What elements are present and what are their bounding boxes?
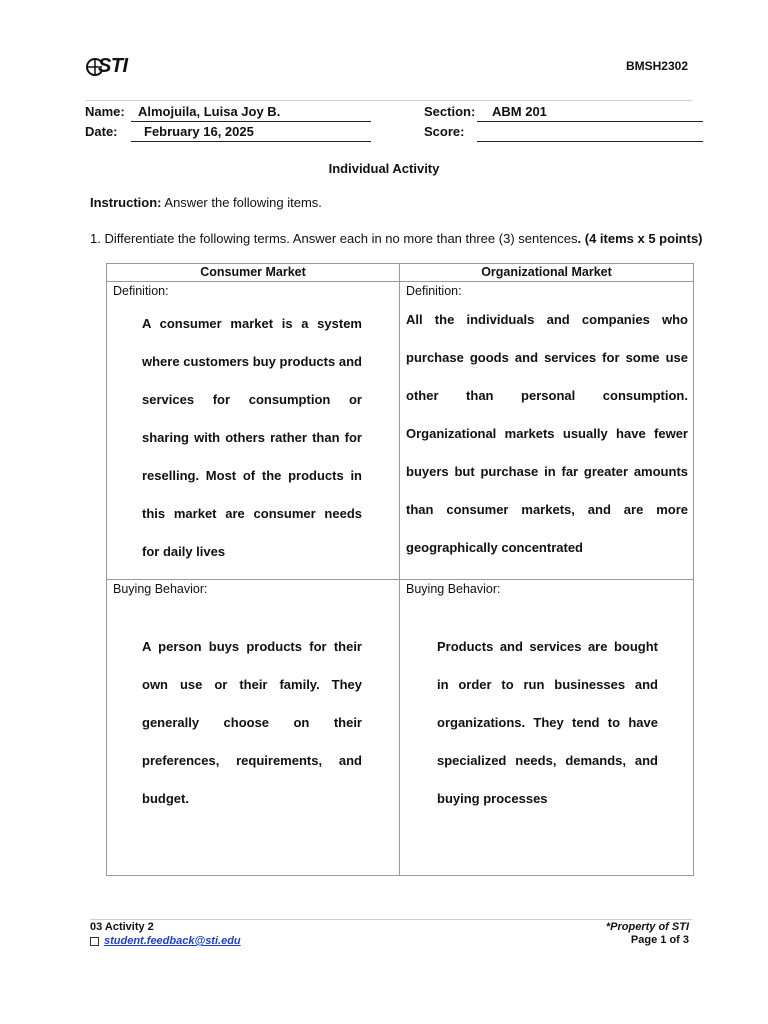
buying-behavior-organizational-answer: Products and services are bought in order to run businesses and organizations. They tend to have specialized needs, demands, and buying processes <box>437 639 658 806</box>
question-body: 1. Differentiate the following terms. Answer each in no more than three (3) sentences <box>90 231 578 246</box>
definition-organizational-cell[interactable] <box>400 282 694 580</box>
section-value: ABM 201 <box>492 104 547 119</box>
definition-consumer-cell[interactable] <box>107 282 400 580</box>
buying-behavior-label: Buying Behavior: <box>406 582 501 596</box>
buying-behavior-consumer-answer: A person buys products for their own use or their family. They generally choose on their preferences, requirements, and budget. <box>142 639 362 806</box>
course-code: BMSH2302 <box>625 59 688 73</box>
definition-organizational-answer: All the individuals and companies who purchase goods and services for some use other than personal consumption. Organizational markets usually have fewer buyers but purchase in far greater amounts than consumer markets, and are more geographically concentrated <box>406 312 688 555</box>
instruction-label: Instruction: <box>90 195 162 210</box>
definition-label: Definition: <box>113 284 169 298</box>
footer-activity: 03 Activity 2 <box>90 921 154 933</box>
comparison-table <box>106 263 694 876</box>
instruction <box>90 195 322 210</box>
page-title: Individual Activity <box>328 161 440 176</box>
table-header-row <box>107 264 694 282</box>
section-field[interactable] <box>477 103 703 122</box>
buying-behavior-consumer-cell[interactable] <box>107 580 400 876</box>
header-divider <box>86 100 692 101</box>
score-field[interactable] <box>477 122 703 142</box>
definition-consumer-answer: A consumer market is a system where customers buy products and services for consumption or sharing with others rather than for reselling. Most of the products in this market are consumer needs for daily lives <box>142 316 362 559</box>
question-text <box>90 231 703 246</box>
name-label: Name: <box>85 104 125 119</box>
footer-divider <box>90 919 692 920</box>
buying-behavior-organizational-cell[interactable] <box>400 580 694 876</box>
buying-behavior-label: Buying Behavior: <box>113 582 208 596</box>
date-value: February 16, 2025 <box>144 124 254 139</box>
feedback-email-link[interactable]: student.feedback@sti.edu <box>104 935 241 947</box>
date-field[interactable] <box>131 122 371 142</box>
column-header-consumer: Consumer Market <box>107 264 400 282</box>
checkbox-icon <box>90 937 99 946</box>
page-number: Page 1 of 3 <box>630 934 689 946</box>
footer-email <box>90 935 241 947</box>
footer-property: *Property of STI <box>605 921 689 933</box>
name-field[interactable] <box>131 103 371 122</box>
table-row-definition <box>107 282 694 580</box>
instruction-text: Answer the following items. <box>164 195 322 210</box>
sti-logo <box>86 54 132 80</box>
score-label: Score: <box>424 124 465 139</box>
section-label: Section: <box>424 104 476 119</box>
definition-label: Definition: <box>406 284 462 298</box>
column-header-organizational: Organizational Market <box>400 264 694 282</box>
logo-text: STI <box>98 55 128 77</box>
question-points: . (4 items x 5 points) <box>577 231 703 246</box>
date-label: Date: <box>85 124 118 139</box>
table-row-buying-behavior <box>107 580 694 876</box>
name-value: Almojuila, Luisa Joy B. <box>138 104 281 119</box>
